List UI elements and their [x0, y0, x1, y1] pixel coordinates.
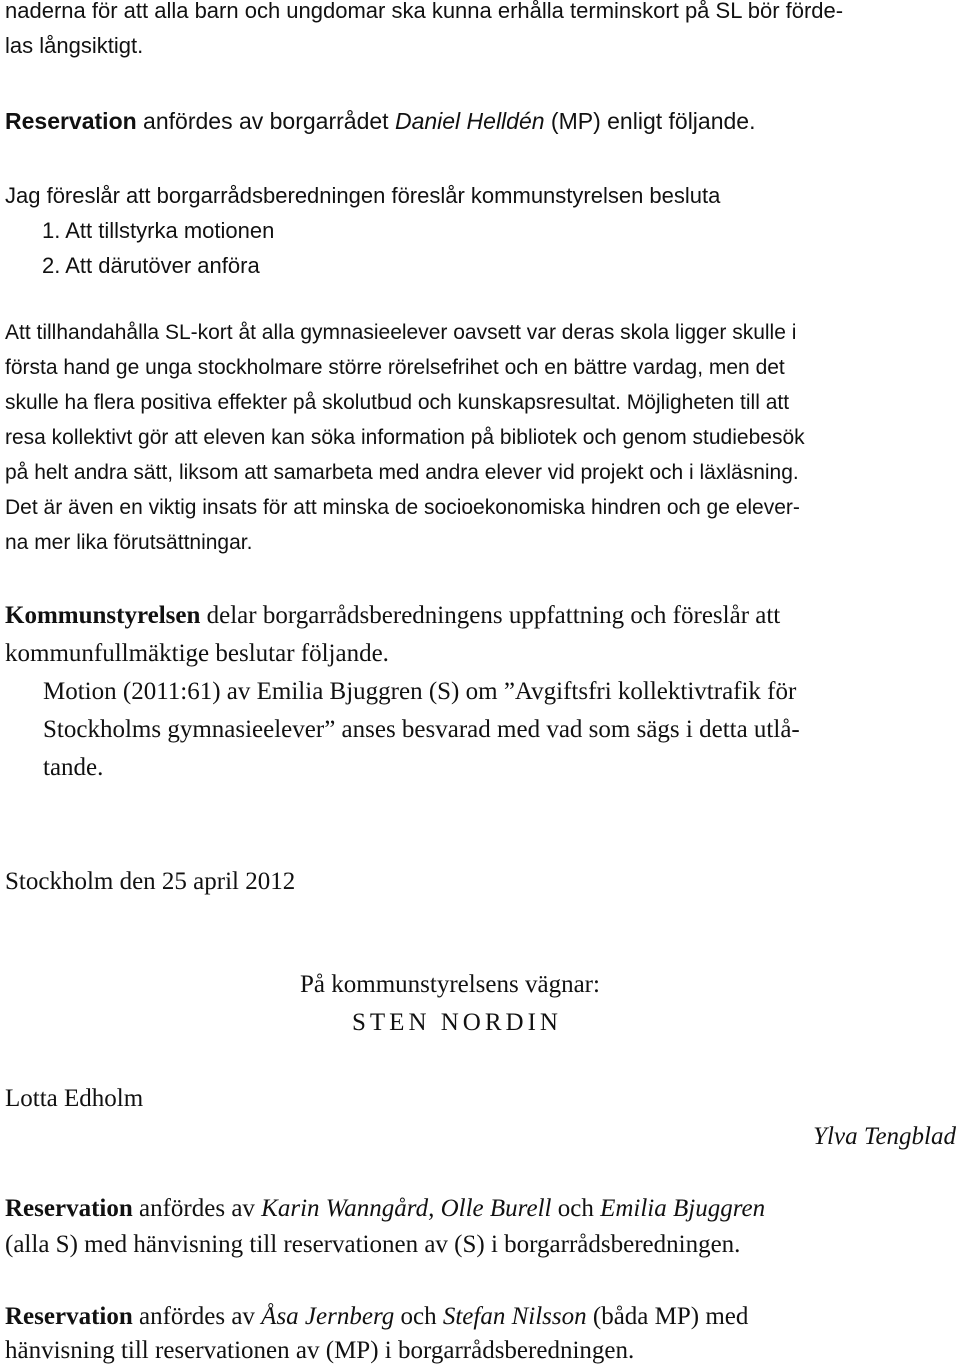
reservation-s-label: Reservation — [5, 1195, 133, 1222]
reservation-borgarradet — [5, 108, 755, 135]
argument-line-2: första hand ge unga stockholmare större rörelsefrihet och en bättre vardag, men det — [5, 356, 785, 379]
reservation-mp-line-2: hänvisning till reservationen av (MP) i borgarrådsberedningen. — [5, 1337, 635, 1364]
reservation-s-names-1: Karin Wanngård, Olle Burell — [261, 1195, 552, 1222]
reservation-mp-line-1 — [5, 1303, 748, 1331]
proposal-intro: Jag föreslår att borgarrådsberedningen föreslår kommunstyrelsen besluta — [5, 183, 721, 208]
motion-line-3: tande. — [43, 754, 104, 781]
reservation-mp-text-a: anfördes av — [132, 1303, 262, 1330]
argument-line-5: på helt andra sätt, liksom att samarbeta med andra elever vid projekt och i läxläsning. — [5, 461, 799, 484]
reservation-text-a: anfördes av borgarrådet — [136, 108, 395, 134]
signatory-right: Ylva Tengblad — [813, 1123, 956, 1150]
reservation-name: Daniel Helldén — [394, 108, 545, 134]
argument-line-1: Att tillhandahålla SL-kort åt alla gymnasieelever oavsett var deras skola ligger skulle i — [5, 321, 797, 344]
signatory-left: Lotta Edholm — [5, 1085, 144, 1112]
decision-line-1-rest: delar borgarrådsberedningens uppfattning och föreslår att — [200, 602, 781, 629]
argument-line-7: na mer lika förutsättningar. — [5, 531, 253, 554]
argument-line-4: resa kollektivt gör att eleven kan söka information på bibliotek och genom studiebesök — [5, 426, 805, 449]
intro-line-2: las långsiktigt. — [5, 33, 144, 58]
reservation-s-names-2: Emilia Bjuggren — [600, 1195, 766, 1222]
motion-line-2: Stockholms gymnasieelever” anses besvarad med vad som sägs i detta utlå- — [43, 716, 800, 743]
reservation-s-text-a: anfördes av — [132, 1195, 262, 1222]
reservation-s-line-1 — [5, 1195, 765, 1223]
reservation-mp-label: Reservation — [5, 1303, 133, 1330]
intro-line-1: naderna för att alla barn och ungdomar ska kunna erhålla terminskort på SL bör förde- — [5, 0, 844, 23]
decision-line-2: kommunfullmäktige beslutar följande. — [5, 640, 389, 667]
reservation-mp-text-b: och — [394, 1303, 443, 1330]
proposal-item-1: 1. Att tillstyrka motionen — [42, 218, 275, 243]
argument-line-3: skulle ha flera positiva effekter på skolutbud och kunskapsresultat. Möjligheten till att — [5, 391, 790, 414]
reservation-mp-text-c: (båda MP) med — [586, 1303, 749, 1330]
dateline: Stockholm den 25 april 2012 — [5, 868, 296, 895]
reservation-s-line-2: (alla S) med hänvisning till reservationen av (S) i borgarrådsberedningen. — [5, 1231, 741, 1258]
reservation-mp-name-1: Åsa Jernberg — [261, 1303, 395, 1330]
reservation-text-b: (MP) enligt följande. — [544, 108, 756, 134]
reservation-mp-name-2: Stefan Nilsson — [442, 1303, 587, 1330]
chair-name: STEN NORDIN — [352, 1009, 562, 1036]
reservation-label: Reservation — [5, 108, 137, 134]
decision-line-1 — [5, 602, 780, 630]
argument-line-6: Det är även en viktig insats för att minska de socioekonomiska hindren och ge elever- — [5, 496, 800, 519]
proposal-item-2: 2. Att därutöver anföra — [42, 253, 260, 278]
motion-line-1: Motion (2011:61) av Emilia Bjuggren (S) om ”Avgiftsfri kollektivtrafik för — [43, 678, 797, 705]
on-behalf-label: På kommunstyrelsens vägnar: — [300, 971, 600, 998]
decision-label: Kommunstyrelsen — [5, 602, 201, 629]
reservation-s-text-b: och — [551, 1195, 601, 1222]
